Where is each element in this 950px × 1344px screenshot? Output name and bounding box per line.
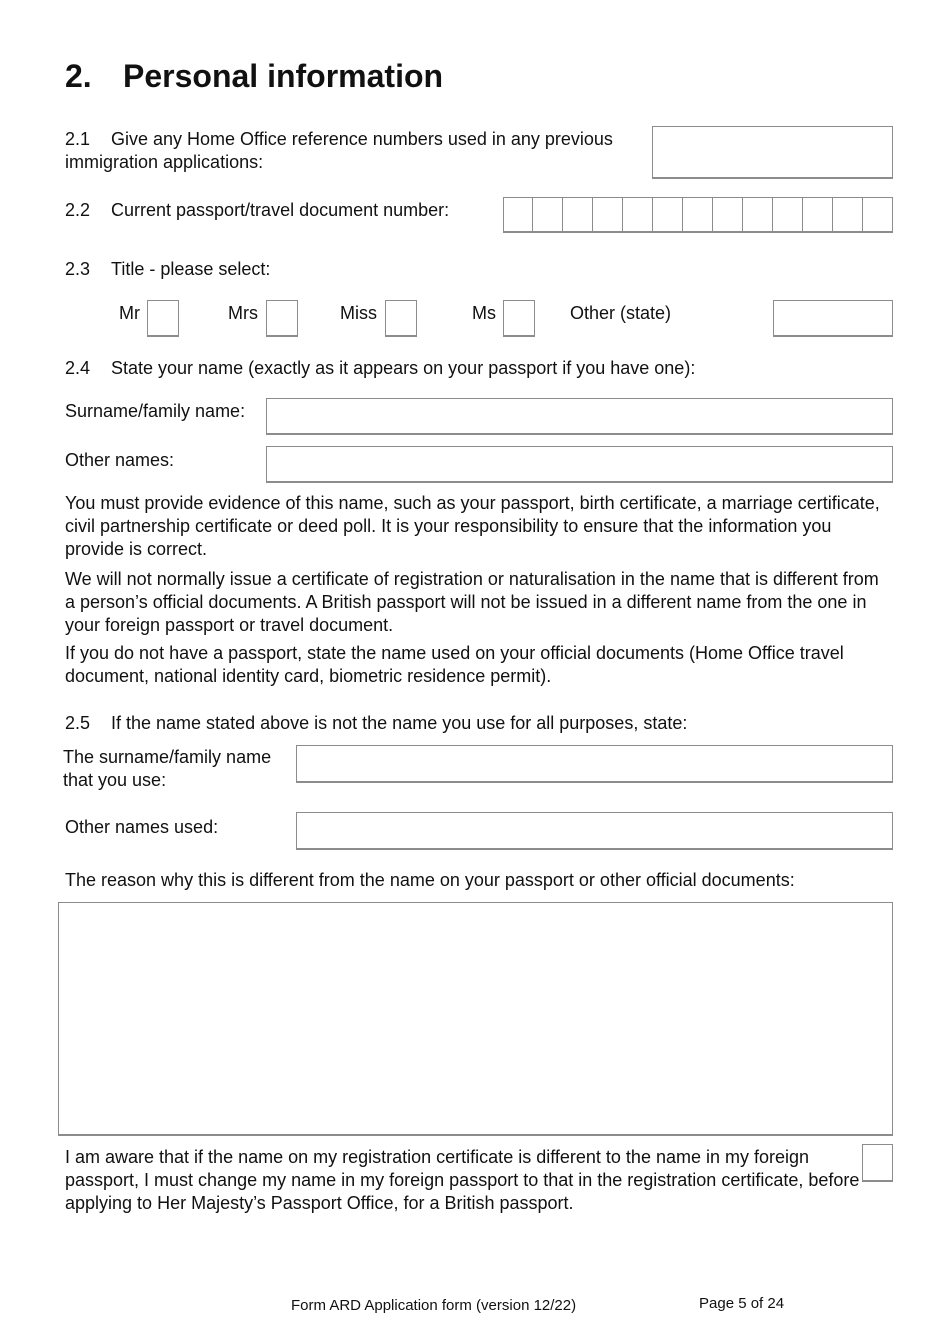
reason-label: The reason why this is different from the name on your passport or other official documents: — [65, 870, 795, 890]
q2-1-label — [65, 128, 613, 174]
q2-5-label — [65, 712, 687, 735]
q2-2-text: Current passport/travel document number: — [111, 200, 450, 220]
other-names-input[interactable] — [266, 446, 893, 483]
title-mr-label: Mr — [119, 303, 140, 323]
title-other-label: Other (state) — [570, 303, 672, 323]
q2-4-label — [65, 357, 695, 380]
other-names-label: Other names: — [65, 450, 175, 470]
used-surname-label — [63, 746, 271, 792]
q2-2-label — [65, 199, 449, 222]
title-other-input[interactable] — [773, 300, 893, 337]
used-surname-label-line1: The surname/family name — [63, 747, 272, 767]
title-mrs-checkbox[interactable] — [266, 300, 298, 337]
title-miss-checkbox[interactable] — [385, 300, 417, 337]
used-other-names-input[interactable] — [296, 812, 893, 850]
passport-digit-cell[interactable] — [503, 197, 533, 233]
used-surname-input[interactable] — [296, 745, 893, 783]
q2-1-text-line1: Give any Home Office reference numbers used in any previous — [111, 129, 613, 149]
footer-page-number: Page 5 of 24 — [699, 1295, 785, 1312]
surname-input[interactable] — [266, 398, 893, 435]
used-other-names-label: Other names used: — [65, 817, 219, 837]
q2-2-number: 2.2 — [65, 200, 91, 220]
q2-5-number: 2.5 — [65, 713, 91, 733]
passport-digit-cell[interactable] — [593, 197, 623, 233]
evidence-paragraph: You must provide evidence of this name, such as your passport, birth certificate, a marriage certificate, civil partnership certificate or deed poll. It is your responsibility to ensure that the information you provide is correct. — [65, 493, 880, 559]
passport-digit-cell[interactable] — [683, 197, 713, 233]
passport-digit-cell[interactable] — [773, 197, 803, 233]
passport-digit-cell[interactable] — [803, 197, 833, 233]
passport-digit-cell[interactable] — [863, 197, 893, 233]
passport-digit-cell[interactable] — [713, 197, 743, 233]
passport-digit-cell[interactable] — [653, 197, 683, 233]
passport-digit-cell[interactable] — [563, 197, 593, 233]
q2-4-text: State your name (exactly as it appears on your passport if you have one): — [111, 358, 696, 378]
q2-3-label — [65, 258, 270, 281]
declaration-text: I am aware that if the name on my registration certificate is different to the name in my foreign passport, I must change my name in my foreign passport to that in the registration certificate, before applying to Her Majesty’s Passport Office, for a British passport. — [65, 1147, 860, 1213]
passport-digit-cell[interactable] — [833, 197, 863, 233]
certificate-name-paragraph: We will not normally issue a certificate of registration or naturalisation in the name that is different from a person’s official documents. A British passport will not be issued in a different name from the one in your foreign passport or travel document. — [65, 569, 879, 635]
home-office-reference-input[interactable] — [652, 126, 893, 179]
passport-digit-cell[interactable] — [623, 197, 653, 233]
q2-1-text-line2: immigration applications: — [65, 152, 264, 172]
title-ms-checkbox[interactable] — [503, 300, 535, 337]
used-surname-label-line2: that you use: — [63, 770, 167, 790]
surname-label: Surname/family name: — [65, 401, 246, 421]
section-number: 2. — [65, 58, 92, 94]
q2-3-text: Title - please select: — [111, 259, 271, 279]
section-title-text: Personal information — [123, 58, 444, 94]
title-ms-label: Ms — [472, 303, 496, 323]
title-mrs-label: Mrs — [228, 303, 258, 323]
passport-number-input — [503, 197, 893, 233]
reason-textarea[interactable] — [58, 902, 893, 1136]
footer-form-name: Form ARD Application form (version 12/22) — [291, 1297, 577, 1314]
passport-digit-cell[interactable] — [533, 197, 563, 233]
no-passport-paragraph: If you do not have a passport, state the name used on your official documents (Home Office travel document, national identity card, biometric residence permit). — [65, 643, 844, 686]
q2-4-number: 2.4 — [65, 358, 91, 378]
title-mr-checkbox[interactable] — [147, 300, 179, 337]
q2-1-number: 2.1 — [65, 129, 91, 149]
passport-digit-cell[interactable] — [743, 197, 773, 233]
section-title — [65, 54, 443, 98]
q2-5-text: If the name stated above is not the name you use for all purposes, state: — [111, 713, 688, 733]
title-miss-label: Miss — [340, 303, 377, 323]
q2-3-number: 2.3 — [65, 259, 91, 279]
declaration-checkbox[interactable] — [862, 1144, 893, 1182]
